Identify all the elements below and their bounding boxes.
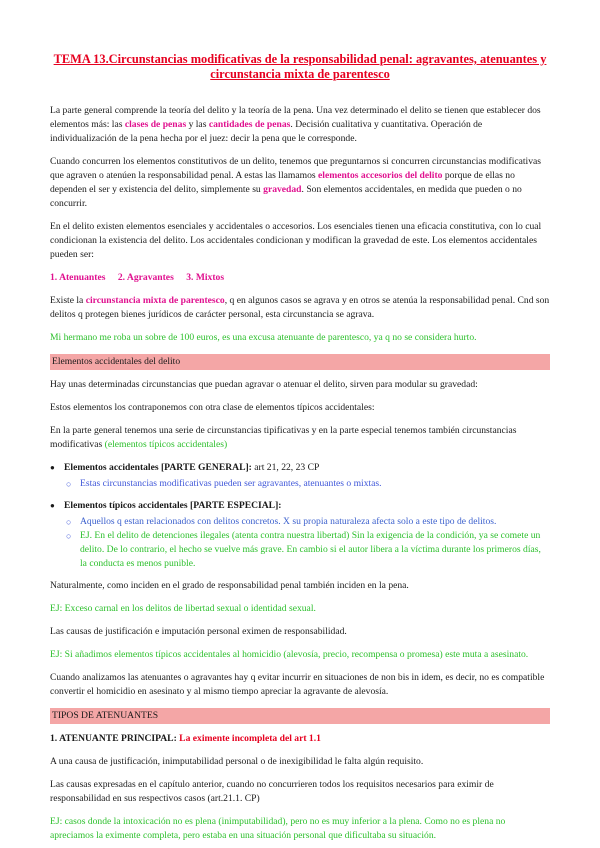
highlight-elementos-accesorios: elementos accesorios del delito bbox=[318, 170, 443, 181]
sub-bullet-delitos-concretos: ○ Aquellos q estan relacionados con delitos concretos. X su propia naturaleza afecta solo a este tipo de delitos. bbox=[50, 515, 550, 529]
section-heading-elementos-accidentales: Elementos accidentales del delito bbox=[50, 354, 550, 370]
paragraph-causa-justificacion: A una causa de justificación, inimputabilidad personal o de inexigibilidad le falta algún requisito. bbox=[50, 756, 424, 767]
highlight-gravedad: gravedad bbox=[263, 184, 302, 195]
text: Cuando concurren los elementos constitutivos de un delito, tenemos que preguntarnos si concurren circunstancias modificativas que agraven o atenúen la responsabilidad penal. A estas las llamamos bbox=[50, 156, 542, 181]
bullet-list bbox=[50, 461, 550, 571]
text: . Son elementos accidentales, en medida que pueden o no concurrir. bbox=[50, 184, 522, 209]
highlight-cantidades-de-penas: cantidades de penas bbox=[208, 119, 291, 130]
kind-mixtos: 3. Mixtos bbox=[186, 272, 225, 283]
paragraph-circunstancias: Hay unas determinadas circunstancias que puedan agravar o atenuar el delito, sirven para modular su gravedad: bbox=[50, 379, 478, 390]
bullet-parte-general bbox=[50, 461, 550, 475]
paragraph-parentesco bbox=[50, 294, 550, 322]
kind-agravantes: 2. Agravantes bbox=[117, 272, 174, 283]
paragraph-non-bis-in-idem: Cuando analizamos las atenuantes o agravantes hay q evitar incurrir en situaciones de non bis in idem, es decir, no es compatible convertir el homicidio en asesinato y al mismo tiempo apreciar la agravante de alevosía. bbox=[50, 672, 545, 697]
heading-atenuante-principal bbox=[50, 732, 550, 746]
heading-text: 1. ATENUANTE PRINCIPAL: bbox=[50, 733, 180, 744]
section-heading-tipos-atenuantes: TIPOS DE ATENUANTES bbox=[50, 708, 550, 724]
highlight-clases-de-penas: clases de penas bbox=[124, 119, 187, 130]
text: En la parte general tenemos una serie de circunstancias tipificativas y en la parte especial tenemos también circunstancias modificativas bbox=[50, 425, 517, 450]
paragraph-intro bbox=[50, 104, 550, 146]
note-elementos-tipicos: (elementos típicos accidentales) bbox=[104, 439, 228, 450]
paragraph-elementos-accesorios bbox=[50, 155, 550, 211]
bullet-label: Elementos típicos accidentales [PARTE ESPECIAL]: bbox=[64, 500, 282, 511]
text: La parte general comprende la teoría del delito y la teoría de la pena. Una vez determinado el delito se tienen que establecer dos elementos más: las bbox=[50, 105, 541, 130]
paragraph-contraponemos: Estos elementos los contraponemos con otra clase de elementos típicos accidentales: bbox=[50, 402, 375, 413]
example-asesinato: EJ: Si añadimos elementos típicos accidentales al homicidio (alevosía, precio, recompensa o promesa) este muta a asesinato. bbox=[50, 649, 529, 660]
kind-atenuantes: 1. Atenuantes bbox=[50, 272, 106, 283]
bullet-text: art 21, 22, 23 CP bbox=[251, 462, 320, 473]
highlight-circunstancia-mixta: circunstancia mixta de parentesco bbox=[85, 295, 225, 306]
text: y las bbox=[186, 119, 209, 130]
text: . Decisión cualitativa y cuantitativa. Operación de individualización de la pena hecha por el juez: decir la pena que le corresponde. bbox=[50, 119, 483, 144]
paragraph-causas-expresadas: Las causas expresadas en el capítulo anterior, cuando no concurrieren todos los requisitos necesarios para eximir de responsabilidad en sus respectivos casos (art.21.1. CP) bbox=[50, 779, 494, 804]
document-title: TEMA 13.Circunstancias modificativas de la responsabilidad penal: agravantes, atenuantes y circunstancia mixta de parentesco bbox=[53, 52, 547, 81]
example-intoxicacion: EJ: casos donde la intoxicación no es plena (inimputabilidad), pero no es muy inferior a la plena. Como no es plena no apreciamos la eximente completa, pero estaba en una situación personal que dificultaba su situación. bbox=[50, 816, 506, 841]
paragraph-causas-justificacion: Las causas de justificación e imputación personal eximen de responsabilidad. bbox=[50, 626, 347, 637]
bullet-parte-especial bbox=[50, 499, 550, 513]
sub-bullet-detenciones-ilegales: ○ EJ. En el delito de detenciones ilegales (atenta contra nuestra libertad) Sin la exigencia de la condición, ya se comete un delito. De lo contrario, el hecho se vuelve más grave. En cambio si el autor libera a la víctima durante los primeros días, la conducta es menos punible. bbox=[50, 529, 550, 571]
example-parentesco: Mi hermano me roba un sobre de 100 euros, es una excusa atenuante de parentesco, ya q no se considera hurto. bbox=[50, 332, 477, 343]
bullet-label: Elementos accidentales [PARTE GENERAL]: bbox=[64, 462, 252, 473]
paragraph-parte-general bbox=[50, 424, 550, 452]
heading-eximente-incompleta: La eximente incompleta del art 1.1 bbox=[179, 733, 321, 744]
example-exceso-carnal: EJ: Exceso carnal en los delitos de libertad sexual o identidad sexual. bbox=[50, 603, 316, 614]
paragraph-elementos-esenciales: En el delito existen elementos esenciales y accidentales o accesorios. Los esenciales tienen una eficacia constitutiva, con lo cual condicionan la existencia del delito. Los accidentales condicionan y modifican la gravedad de este. Los elementos accidentales pueden ser: bbox=[50, 221, 542, 260]
accidental-kinds-list bbox=[50, 271, 550, 285]
text: , q en algunos casos se agrava y en otros se atenúa la responsabilidad penal. Cnd son delitos q protegen bienes jurídicos de carácter personal, esta circunstancia se agrava. bbox=[50, 295, 550, 320]
sub-bullet-modificativas: ○ Estas circunstancias modificativas pueden ser agravantes, atenuantes o mixtas. bbox=[50, 477, 550, 491]
text: porque de ellas no dependen el ser y existencia del delito, simplemente su bbox=[50, 170, 515, 195]
text: Existe la bbox=[50, 295, 86, 306]
paragraph-pena: Naturalmente, como inciden en el grado de responsabilidad penal también inciden en la pena. bbox=[50, 580, 409, 591]
